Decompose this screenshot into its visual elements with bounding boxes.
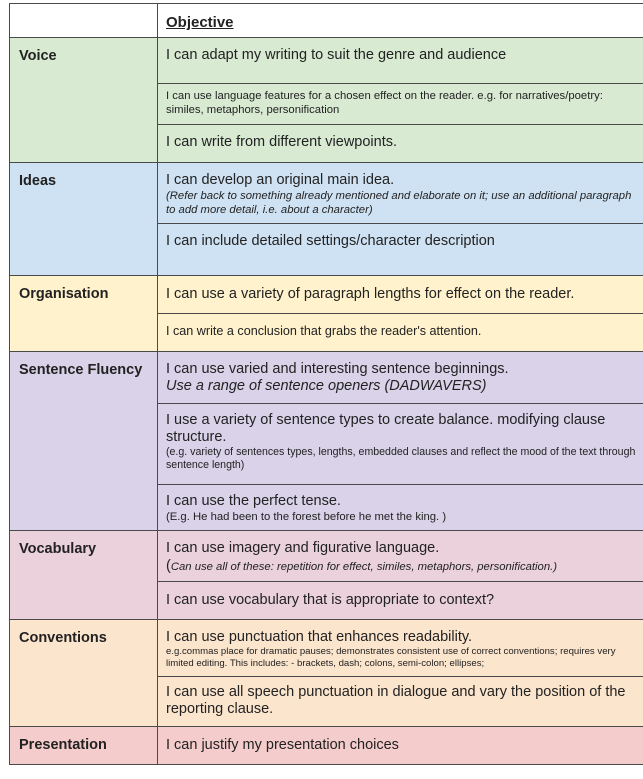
sentence-fluency-objective-3-text: I can use the perfect tense.: [166, 493, 341, 509]
organisation-objective-1-text: I can use a variety of paragraph lengths for effect on the reader.: [166, 286, 575, 302]
presentation-row-1: [10, 727, 643, 765]
sentence-fluency-objective-1-content: [158, 352, 643, 401]
sentence-fluency-objective-2-note: (e.g. variety of sentences types, lengths, embedded clauses and reflect the mood of the text through sentence length): [166, 446, 636, 471]
sentence-fluency-objective-2-text: I use a variety of sentence types to create balance. modifying clause structure.: [166, 412, 606, 445]
sentence-fluency-objective-1-text: I can use varied and interesting sentence beginnings.: [166, 361, 509, 377]
sentence-fluency-objective-1: [158, 352, 643, 404]
voice-objective-3-text: I can write from different viewpoints.: [166, 134, 398, 150]
ideas-label: Ideas: [19, 173, 57, 189]
ideas-objective-1-text: I can develop an original main idea.: [166, 172, 395, 188]
organisation-objective-1: [158, 276, 643, 314]
vocabulary-category-cell: [10, 531, 158, 620]
ideas-objective-2-text: I can include detailed settings/character description: [166, 233, 495, 249]
organisation-label: Organisation: [19, 286, 109, 302]
sentence-fluency-objective-2: [158, 404, 643, 485]
ideas-objective-1-note: (Refer back to something already mentioned and elaborate on it; use an additional paragraph to add more detail, i.e. about a character): [166, 190, 632, 216]
ideas-objective-2: [158, 224, 643, 276]
sentence-fluency-objective-3-note: (E.g. He had been to the forest before he met the king. ): [166, 511, 447, 523]
conventions-objective-2: [158, 677, 643, 727]
vocabulary-objective-1-note-open: (: [166, 558, 171, 574]
conventions-objective-1: [158, 620, 643, 677]
presentation-objective-1: [158, 727, 643, 765]
conventions-objective-2-text: I can use all speech punctuation in dialogue and vary the position of the reporting clause.: [166, 684, 626, 717]
header-empty-cell: [10, 4, 158, 38]
sentence-fluency-objective-2-content: [158, 404, 643, 478]
vocabulary-objective-1-content: [158, 531, 643, 581]
ideas-row-1: [10, 163, 643, 224]
organisation-objective-2: [158, 314, 643, 352]
objectives-table-wrapper: [9, 3, 643, 765]
presentation-label: Presentation: [19, 737, 107, 753]
voice-objective-2: [158, 84, 643, 125]
header-objective-cell: [158, 4, 643, 38]
objectives-table: [9, 3, 643, 765]
voice-objective-2-text: I can use language features for a chosen effect on the reader. e.g. for narratives/poetry: similes, metaphors, personification: [166, 90, 603, 116]
vocabulary-objective-2: [158, 582, 643, 620]
vocabulary-objective-1-note-text: Can use all of these: repetition for effect, similes, metaphors, personification.): [170, 561, 558, 573]
conventions-objective-1-content: [158, 620, 643, 676]
header-row: [10, 4, 643, 38]
voice-objective-1: [158, 38, 643, 84]
voice-objective-3: [158, 125, 643, 163]
ideas-objective-1-content: [158, 163, 643, 223]
organisation-objective-2-text: I can write a conclusion that grabs the reader's attention.: [166, 324, 482, 338]
ideas-category-cell: [10, 163, 158, 276]
vocabulary-row-1: [10, 531, 643, 582]
sentence-fluency-objective-3: [158, 485, 643, 531]
presentation-objective-1-text: I can justify my presentation choices: [166, 737, 399, 753]
vocabulary-objective-1-note: [166, 557, 637, 575]
vocabulary-label: Vocabulary: [19, 541, 97, 557]
sentence-fluency-row-1: [10, 352, 643, 404]
sentence-fluency-objective-1-note: Use a range of sentence openers (DADWAVERS): [166, 378, 487, 394]
conventions-category-cell: [10, 620, 158, 727]
objective-heading: Objective: [166, 14, 234, 31]
voice-objective-1-text: I can adapt my writing to suit the genre and audience: [166, 47, 507, 63]
vocabulary-objective-2-text: I can use vocabulary that is appropriate to context?: [166, 592, 495, 608]
vocabulary-objective-1-text: I can use imagery and figurative language.: [166, 540, 440, 556]
conventions-row-1: [10, 620, 643, 677]
voice-category-cell: [10, 38, 158, 163]
presentation-category-cell: [10, 727, 158, 765]
organisation-row-1: [10, 276, 643, 314]
voice-label: Voice: [19, 48, 57, 64]
conventions-objective-1-text: I can use punctuation that enhances readability.: [166, 629, 473, 645]
organisation-category-cell: [10, 276, 158, 352]
ideas-objective-1: [158, 163, 643, 224]
conventions-objective-1-note: e.g.commas place for dramatic pauses; demonstrates consistent use of correct conventions; requires very limited editing. This includes: - brackets, dash; colons, semi-colon; ellipses;: [166, 646, 616, 669]
voice-row-1: [10, 38, 643, 84]
vocabulary-objective-1: [158, 531, 643, 582]
conventions-label: Conventions: [19, 630, 107, 646]
sentence-fluency-label: Sentence Fluency: [19, 362, 143, 378]
sentence-fluency-objective-3-content: [158, 485, 643, 530]
sentence-fluency-category-cell: [10, 352, 158, 531]
